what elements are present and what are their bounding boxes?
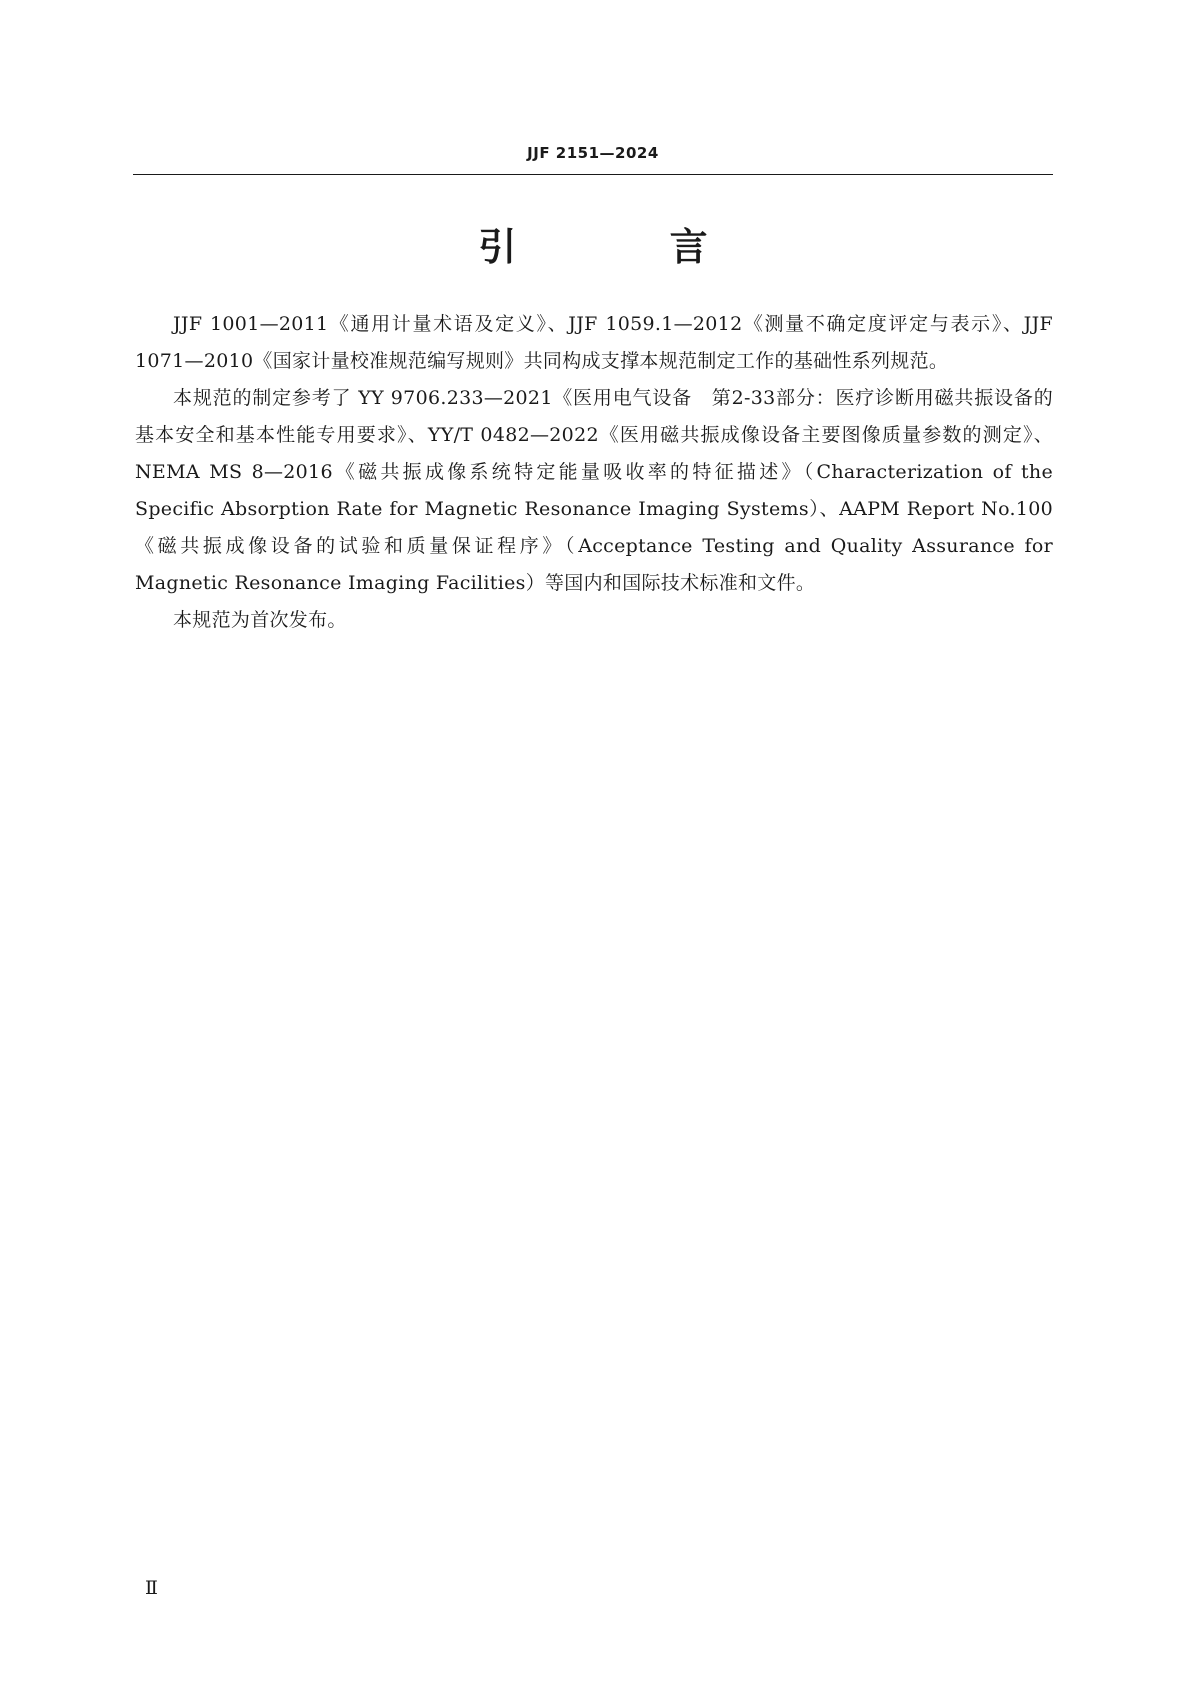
paragraph-first-release: 本规范为首次发布。: [173, 609, 347, 631]
page-header-doc-code: JJF 2151—2024: [527, 144, 659, 162]
header-rule: [133, 174, 1053, 175]
page-number: Ⅱ: [145, 1577, 158, 1599]
body-text: [135, 306, 1053, 639]
paragraph-normative-references: JJF 1001—2011《通用计量术语及定义》、JJF 1059.1—2012《测量不确定度评定与表示》、JJF 1071—2010《国家计量校准规范编写规则》共同构成支撑本规范制定工作的基础性系列规范。: [135, 313, 1053, 372]
paragraph-reference-standards: 本规范的制定参考了 YY 9706.233—2021《医用电气设备 第2-33部分：医疗诊断用磁共振设备的基本安全和基本性能专用要求》、YY/T 0482—2022《医用磁共振成像设备主要图像质量参数的测定》、NEMA MS 8—2016《磁共振成像系统特定能量吸收率的特征描述》（Characterization of the Specific Absorption Rate for Magnetic Resonance Imaging Systems）、AAPM Report No.100《磁共振成像设备的试验和质量保证程序》（Acceptance Testing and Quality Assurance for Magnetic Resonance Imaging Facilities）等国内和国际技术标准和文件。: [135, 387, 1053, 594]
page-title: 引 言: [478, 225, 778, 269]
